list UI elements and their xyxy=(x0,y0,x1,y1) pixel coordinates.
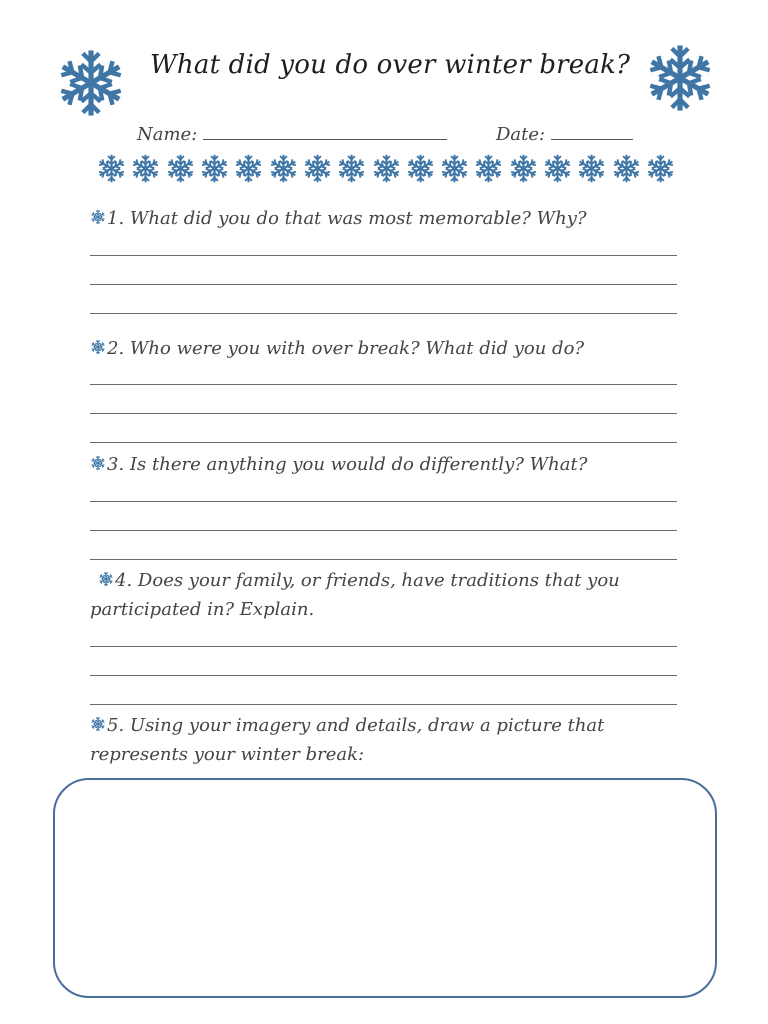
date-field[interactable] xyxy=(496,124,633,145)
snowflake-border-icon xyxy=(611,152,642,185)
question-3-number: 3. xyxy=(107,454,125,475)
question-5-text-line1: Using your imagery and details, draw a picture that xyxy=(129,715,605,736)
snowflake-border-icon xyxy=(199,152,230,185)
name-label: Name: xyxy=(137,124,198,145)
snowflake-border-icon xyxy=(336,152,367,185)
snowflake-border-icon xyxy=(508,152,539,185)
name-field[interactable] xyxy=(137,124,447,145)
answer-line[interactable] xyxy=(90,559,677,560)
snowflake-border-icon xyxy=(165,152,196,185)
snowflake-border-icon xyxy=(439,152,470,185)
question-1 xyxy=(90,204,587,233)
question-5-number: 5. xyxy=(107,715,125,736)
date-blank[interactable] xyxy=(551,125,633,140)
question-3-text: Is there anything you would do differently? What? xyxy=(129,454,588,475)
question-1-number: 1. xyxy=(107,208,125,229)
snowflake-border-icon xyxy=(268,152,299,185)
answer-line[interactable] xyxy=(90,313,677,314)
answer-line[interactable] xyxy=(90,646,677,647)
question-5-text-line2: represents your winter break: xyxy=(90,744,365,765)
answer-line[interactable] xyxy=(90,501,677,502)
question-2-text: Who were you with over break? What did you do? xyxy=(129,338,585,359)
snowflake-border-icon xyxy=(371,152,402,185)
question-2-number: 2. xyxy=(107,338,125,359)
snowflake-bullet-icon xyxy=(90,455,106,471)
question-4-text-line2: participated in? Explain. xyxy=(90,599,315,620)
question-4-number: 4. xyxy=(115,570,133,591)
snowflake-border-icon xyxy=(96,152,127,185)
date-label: Date: xyxy=(496,124,546,145)
snowflake-border-icon xyxy=(473,152,504,185)
question-2 xyxy=(90,334,584,363)
snowflake-bullet-icon xyxy=(90,716,106,732)
snowflake-left-icon xyxy=(54,42,128,124)
question-1-text: What did you do that was most memorable? Why? xyxy=(129,208,587,229)
answer-line[interactable] xyxy=(90,704,677,705)
drawing-box[interactable] xyxy=(53,778,717,998)
page-title: What did you do over winter break? xyxy=(150,50,631,80)
snowflake-border-icon xyxy=(233,152,264,185)
answer-line[interactable] xyxy=(90,530,677,531)
answer-line[interactable] xyxy=(90,255,677,256)
snowflake-bullet-icon xyxy=(90,209,106,225)
snowflake-border-icon xyxy=(576,152,607,185)
question-5 xyxy=(90,711,604,769)
snowflake-bullet-icon xyxy=(90,339,106,355)
name-blank[interactable] xyxy=(203,125,447,140)
answer-line[interactable] xyxy=(90,413,677,414)
question-4 xyxy=(90,566,620,624)
answer-line[interactable] xyxy=(90,442,677,443)
answer-line[interactable] xyxy=(90,675,677,676)
snowflake-border-icon xyxy=(302,152,333,185)
snowflake-bullet-icon xyxy=(98,571,114,587)
answer-line[interactable] xyxy=(90,284,677,285)
snowflake-border xyxy=(96,152,676,186)
answer-line[interactable] xyxy=(90,384,677,385)
question-3 xyxy=(90,450,587,479)
snowflake-border-icon xyxy=(130,152,161,185)
snowflake-right-icon xyxy=(643,37,717,119)
snowflake-border-icon xyxy=(542,152,573,185)
snowflake-border-icon xyxy=(405,152,436,185)
snowflake-border-icon xyxy=(645,152,676,185)
question-4-text-line1: Does your family, or friends, have traditions that you xyxy=(137,570,620,591)
